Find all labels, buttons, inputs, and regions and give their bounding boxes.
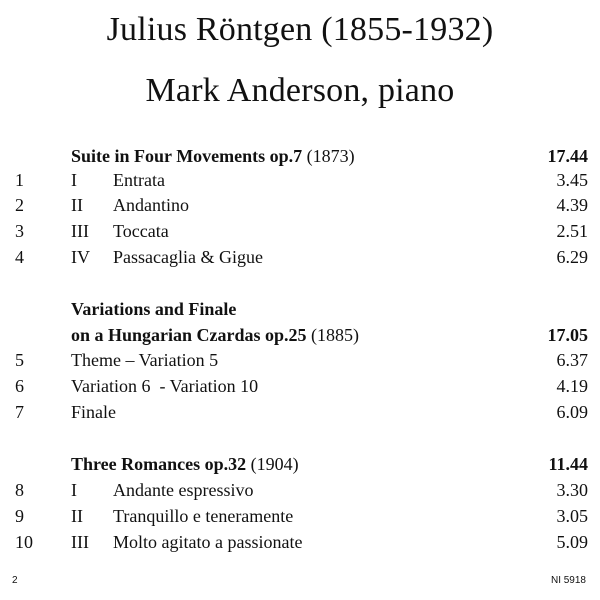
track-title: Andantino bbox=[113, 195, 189, 215]
track-title: Finale bbox=[71, 402, 116, 422]
track-row bbox=[0, 373, 600, 399]
movement-numeral: II bbox=[71, 195, 83, 215]
track-number: 3 bbox=[15, 221, 24, 241]
work-header-suite bbox=[0, 143, 600, 169]
work-year: (1885) bbox=[311, 325, 360, 345]
track-number: 7 bbox=[15, 402, 24, 422]
work-title: Variations and Finale bbox=[71, 299, 237, 319]
track-number: 9 bbox=[15, 506, 24, 526]
track-time: 5.09 bbox=[556, 532, 588, 552]
movement-numeral: I bbox=[71, 170, 77, 190]
work-total-time: 17.05 bbox=[547, 325, 588, 345]
movement-numeral: II bbox=[71, 506, 83, 526]
work-title: Three Romances op.32 bbox=[71, 454, 247, 474]
track-row bbox=[0, 192, 600, 218]
catalog-number: NI 5918 bbox=[550, 575, 586, 586]
track-number: 2 bbox=[15, 195, 24, 215]
track-number: 10 bbox=[15, 532, 33, 552]
composer-title: Julius Röntgen (1855-1932) bbox=[106, 11, 494, 48]
movement-numeral: III bbox=[71, 221, 89, 241]
track-time: 2.51 bbox=[556, 221, 588, 241]
track-time: 4.19 bbox=[556, 376, 588, 396]
track-number: 6 bbox=[15, 376, 24, 396]
track-time: 3.30 bbox=[556, 480, 588, 500]
track-title: Passacaglia & Gigue bbox=[113, 247, 263, 267]
track-time: 3.05 bbox=[556, 506, 588, 526]
track-title: Tranquillo e teneramente bbox=[113, 506, 294, 526]
movement-numeral: I bbox=[71, 480, 77, 500]
work-total-time: 17.44 bbox=[547, 146, 588, 166]
track-time: 6.29 bbox=[556, 247, 588, 267]
track-row bbox=[0, 244, 600, 270]
work-title: Suite in Four Movements op.7 bbox=[71, 146, 303, 166]
track-row bbox=[0, 503, 600, 529]
track-row bbox=[0, 399, 600, 425]
track-row bbox=[0, 167, 600, 193]
track-time: 6.09 bbox=[556, 402, 588, 422]
track-title: Variation 6 - Variation 10 bbox=[71, 376, 259, 396]
track-number: 8 bbox=[15, 480, 24, 500]
work-header-variations bbox=[0, 296, 600, 322]
track-row bbox=[0, 218, 600, 244]
track-time: 3.45 bbox=[556, 170, 588, 190]
track-number: 5 bbox=[15, 350, 24, 370]
movement-numeral: IV bbox=[71, 247, 90, 267]
track-title: Entrata bbox=[113, 170, 165, 190]
performer-title: Mark Anderson, piano bbox=[145, 72, 455, 109]
work-total-time: 11.44 bbox=[548, 454, 588, 474]
work-year: (1904) bbox=[250, 454, 299, 474]
track-row bbox=[0, 347, 600, 373]
page-number: 2 bbox=[12, 575, 18, 586]
track-number: 4 bbox=[15, 247, 24, 267]
track-row bbox=[0, 477, 600, 503]
track-time: 4.39 bbox=[556, 195, 588, 215]
work-title-cont: on a Hungarian Czardas op.25 bbox=[71, 325, 307, 345]
track-number: 1 bbox=[15, 170, 24, 190]
movement-numeral: III bbox=[71, 532, 89, 552]
track-title: Theme – Variation 5 bbox=[71, 350, 219, 370]
work-header-romances bbox=[0, 451, 600, 477]
track-title: Toccata bbox=[113, 221, 169, 241]
track-row bbox=[0, 529, 600, 555]
track-time: 6.37 bbox=[556, 350, 588, 370]
track-title: Molto agitato a passionate bbox=[113, 532, 303, 552]
work-header-variations-line2 bbox=[0, 322, 600, 348]
work-year: (1873) bbox=[306, 146, 355, 166]
track-title: Andante espressivo bbox=[113, 480, 254, 500]
